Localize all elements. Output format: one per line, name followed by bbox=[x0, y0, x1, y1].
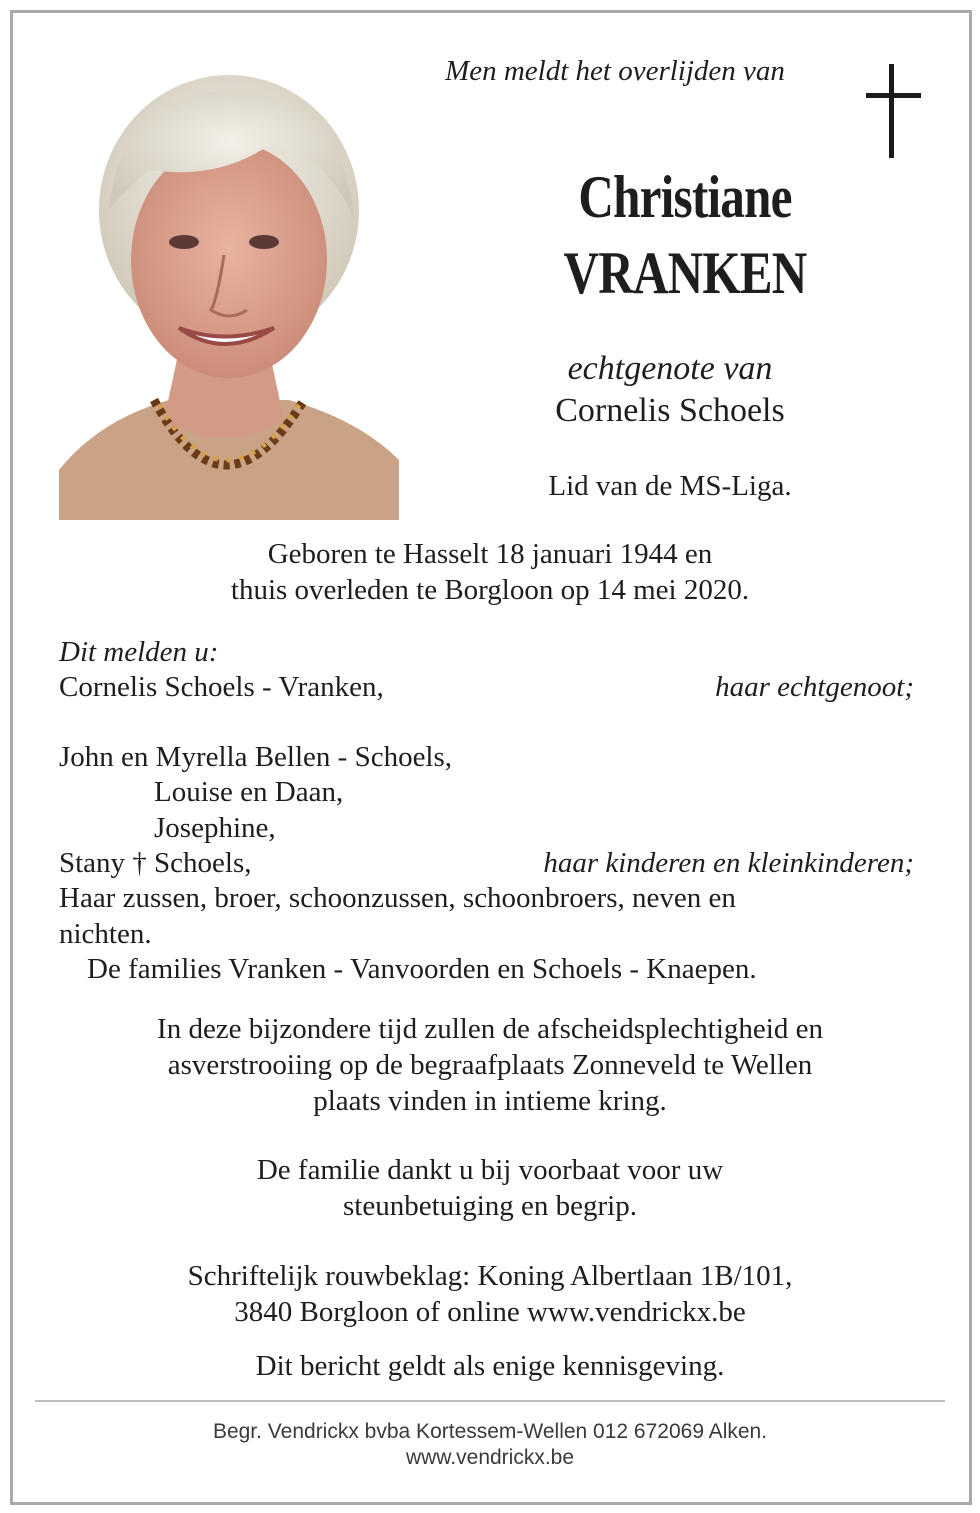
notice-text: Dit bericht geldt als enige kennisgeving. bbox=[255, 1350, 725, 1382]
birth-line: Geboren te Hasselt 18 januari 1944 en bbox=[267, 538, 713, 570]
mourner-spouse: Cornelis Schoels - Vranken, bbox=[59, 671, 384, 703]
spouse-name: Cornelis Schoels bbox=[555, 392, 785, 429]
thanks-line-2: steunbetuiging en begrip. bbox=[343, 1190, 637, 1222]
ceremony-line-1: In deze bijzondere tijd zullen de afscheidsplechtigheid en bbox=[157, 1013, 823, 1045]
mourner-siblings-1: Haar zussen, broer, schoonzussen, schoonbroers, neven en bbox=[59, 882, 736, 914]
mourner-children-role: haar kinderen en kleinkinderen; bbox=[543, 847, 914, 879]
mourner-siblings-2: nichten. bbox=[59, 918, 152, 950]
footer-line-1: Begr. Vendrickx bvba Kortessem-Wellen 012 672069 Alken. bbox=[212, 1420, 768, 1443]
deceased-last-name: VRANKEN bbox=[563, 240, 807, 306]
relation-label: echtgenote van bbox=[567, 350, 773, 387]
membership-text: Lid van de MS-Liga. bbox=[548, 470, 792, 502]
ceremony-line-2: asverstrooiing op de begraafplaats Zonneveld te Wellen bbox=[167, 1049, 813, 1081]
footer-divider bbox=[35, 1400, 945, 1402]
thanks-line-1: De familie dankt u bij voorbaat voor uw bbox=[256, 1154, 724, 1186]
intro-text: Men meldt het overlijden van bbox=[445, 55, 785, 87]
mourner-child-1: John en Myrella Bellen - Schoels, bbox=[59, 741, 453, 773]
footer-website[interactable]: www.vendrickx.be bbox=[405, 1446, 575, 1469]
mourner-child-2: Stany † Schoels, bbox=[59, 847, 252, 879]
mourners-heading: Dit melden u: bbox=[59, 636, 219, 668]
condolences-line-1: Schriftelijk rouwbeklag: Koning Albertlaan 1B/101, bbox=[187, 1260, 793, 1292]
portrait-photo bbox=[59, 60, 399, 520]
deceased-first-name: Christiane bbox=[578, 164, 792, 230]
death-line: thuis overleden te Borgloon op 14 mei 2020. bbox=[230, 574, 750, 606]
mourner-grandchildren-2: Josephine, bbox=[154, 812, 276, 844]
condolences-line-2: 3840 Borgloon of online www.vendrickx.be bbox=[234, 1296, 746, 1328]
portrait-illustration bbox=[59, 60, 399, 520]
mourner-families: De families Vranken - Vanvoorden en Schoels - Knaepen. bbox=[87, 953, 757, 985]
mourner-grandchildren-1: Louise en Daan, bbox=[154, 776, 344, 808]
mourner-spouse-role: haar echtgenoot; bbox=[715, 671, 914, 703]
ceremony-line-3: plaats vinden in intieme kring. bbox=[313, 1085, 667, 1117]
